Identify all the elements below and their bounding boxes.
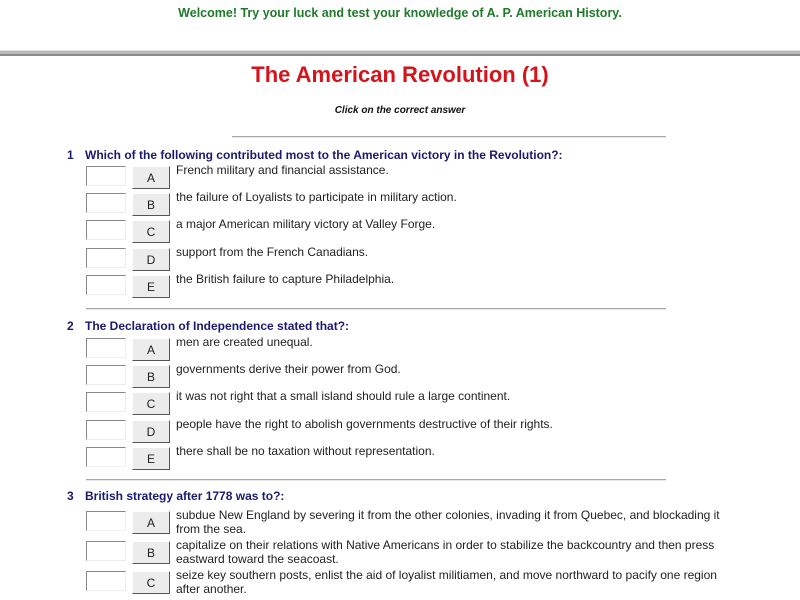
answer-row-2-b	[86, 362, 736, 389]
answer-row-3-c	[86, 568, 736, 596]
question-text: Which of the following contributed most to the American victory in the Revolution?:	[85, 148, 563, 162]
question-number: 2	[67, 319, 74, 333]
answer-text: it was not right that a small island should rule a large continent.	[176, 389, 511, 403]
answer-result-field[interactable]	[86, 275, 126, 295]
answer-row-3-b	[86, 538, 736, 566]
answer-text: capitalize on their relations with Native Americans in order to stabilize the backcountry and then press eastward toward the seacoast.	[176, 538, 715, 566]
answer-result-field[interactable]	[86, 365, 126, 385]
answer-b-button[interactable]: B	[132, 365, 170, 388]
answer-text: seize key southern posts, enlist the aid of loyalist militiamen, and move northward to pacify one region after another.	[176, 568, 717, 596]
answer-b-button[interactable]: B	[132, 193, 170, 216]
answer-b-button[interactable]: B	[132, 541, 170, 564]
answer-row-1-a	[86, 163, 736, 190]
answer-a-button[interactable]: A	[132, 511, 170, 534]
page-title: The American Revolution (1)	[251, 62, 549, 87]
answer-result-field[interactable]	[86, 338, 126, 358]
answer-c-button[interactable]: C	[132, 571, 170, 594]
answer-a-button[interactable]: A	[132, 166, 170, 189]
question-text: The Declaration of Independence stated that?:	[85, 319, 350, 333]
header-divider	[0, 50, 800, 56]
question-number: 1	[67, 148, 74, 162]
answer-text: people have the right to abolish governments destructive of their rights.	[176, 417, 553, 431]
answer-result-field[interactable]	[86, 166, 126, 186]
answer-result-field[interactable]	[86, 511, 126, 531]
answer-a-button[interactable]: A	[132, 338, 170, 361]
answer-text: a major American military victory at Valley Forge.	[176, 217, 436, 231]
answer-result-field[interactable]	[86, 571, 126, 591]
answer-row-2-e	[86, 444, 736, 471]
welcome-message: Welcome! Try your luck and test your knowledge of A. P. American History.	[178, 6, 622, 20]
answer-result-field[interactable]	[86, 420, 126, 440]
answer-c-button[interactable]: C	[132, 392, 170, 415]
question-2-heading	[67, 319, 349, 333]
answer-text: men are created unequal.	[176, 335, 313, 349]
answer-text: subdue New England by severing it from the other colonies, invading it from Quebec, and blockading it from the sea.	[176, 508, 720, 536]
answer-c-button[interactable]: C	[132, 220, 170, 243]
question-divider	[86, 308, 666, 310]
answer-row-2-a	[86, 335, 736, 362]
question-3-heading	[67, 489, 284, 503]
divider	[232, 136, 666, 138]
answer-text: governments derive their power from God.	[176, 362, 401, 376]
answer-result-field[interactable]	[86, 541, 126, 561]
answer-result-field[interactable]	[86, 220, 126, 240]
answer-row-1-d	[86, 245, 736, 272]
answer-d-button[interactable]: D	[132, 248, 170, 271]
question-number: 3	[67, 489, 74, 503]
answer-text: French military and financial assistance.	[176, 163, 389, 177]
answer-text: there shall be no taxation without representation.	[176, 444, 435, 458]
answer-result-field[interactable]	[86, 248, 126, 268]
answer-row-1-c	[86, 217, 736, 244]
answer-row-3-a	[86, 508, 736, 536]
question-text: British strategy after 1778 was to?:	[85, 489, 285, 503]
answer-text: support from the French Canadians.	[176, 245, 369, 259]
answer-result-field[interactable]	[86, 447, 126, 467]
answer-result-field[interactable]	[86, 193, 126, 213]
answer-result-field[interactable]	[86, 392, 126, 412]
answer-e-button[interactable]: E	[132, 275, 170, 298]
answer-e-button[interactable]: E	[132, 447, 170, 470]
answer-d-button[interactable]: D	[132, 420, 170, 443]
answer-row-2-d	[86, 417, 736, 444]
answer-row-1-b	[86, 190, 736, 217]
answer-text: the failure of Loyalists to participate in military action.	[176, 190, 457, 204]
question-divider	[86, 479, 666, 481]
instruction-text: Click on the correct answer	[334, 105, 466, 116]
answer-row-1-e	[86, 272, 736, 299]
answer-row-2-c	[86, 389, 736, 416]
answer-text: the British failure to capture Philadelphia.	[176, 272, 395, 286]
question-1-heading	[67, 148, 563, 162]
